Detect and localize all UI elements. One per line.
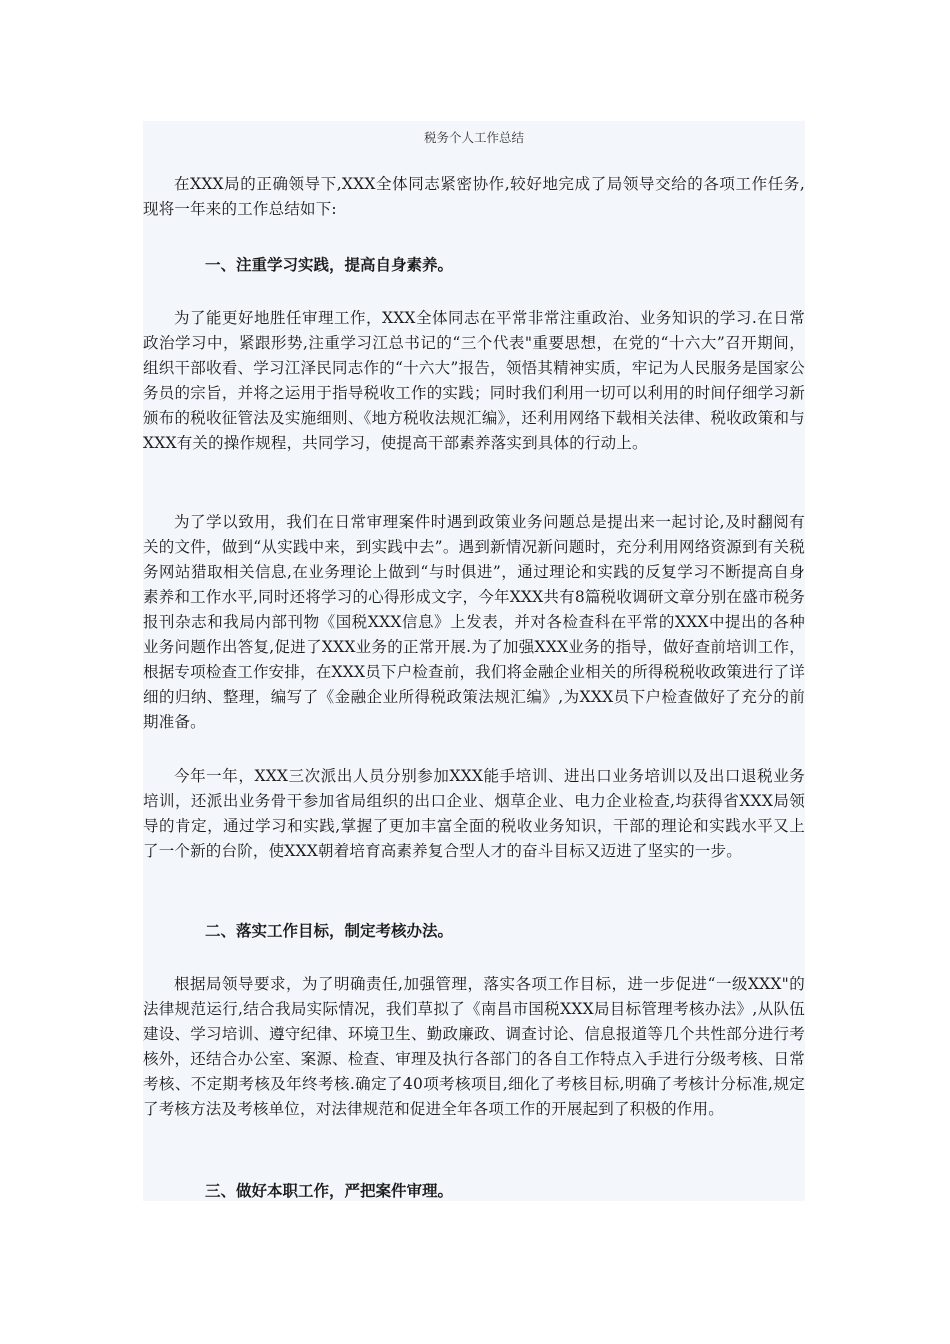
section-3-heading: 三、做好本职工作，严把案件审理。 xyxy=(205,1181,454,1200)
section-1-heading: 一、注重学习实践，提高自身素养。 xyxy=(205,255,454,274)
section-2-paragraph-1: 根据局领导要求，为了明确责任,加强管理，落实各项工作目标，进一步促进“一级XXX"的法律规范运行,结合我局实际情况，我们草拟了《南昌市国税XXX局目标管理考核办法》,从队伍建设、学习培训、遵守纪律、环境卫生、勤政廉政、调查讨论、信息报道等几个共性部分进行考核外，还结合办公室、案源、检查、审理及执行各部门的各自工作特点入手进行分级考核、日常考核、不定期考核及年终考核.确定了40项考核项目,细化了考核目标,明确了考核计分标准,规定了考核方法及考核单位，对法律规范和促进全年各项工作的开展起到了积极的作用。 xyxy=(143,975,805,1118)
section-1-paragraph-2: 为了学以致用，我们在日常审理案件时遇到政策业务问题总是提出来一起讨论,及时翻阅有关的文件，做到“从实践中来，到实践中去”。遇到新情况新问题时，充分利用网络资源到有关税务网站猎取相关信息,在业务理论上做到“与时俱进”，通过理论和实践的反复学习不断提高自身素养和工作水平,同时还将学习的心得形成文字，今年XXX共有8篇税收调研文章分别在盛市税务报刊杂志和我局内部刊物《国税XXX信息》上发表，并对各检查科在平常的XXX中提出的各种业务问题作出答复,促进了XXX业务的正常开展.为了加强XXX业务的指导，做好查前培训工作，根据专项检查工作安排，在XXX员下户检查前，我们将金融企业相关的所得税税收政策进行了详细的归纳、整理，编写了《金融企业所得税政策法规汇编》,为XXX员下户检查做好了充分的前期准备。 xyxy=(143,513,805,731)
section-2-heading: 二、落实工作目标，制定考核办法。 xyxy=(205,921,454,940)
document-title: 税务个人工作总结 xyxy=(423,130,524,145)
section-1-paragraph-3: 今年一年，XXX三次派出人员分别参加XXX能手培训、进出口业务培训以及出口退税业务培训，还派出业务骨干参加省局组织的出口企业、烟草企业、电力企业检查,均获得省XXX局领导的肯定，通过学习和实践,掌握了更加丰富全面的税收业务知识，干部的理论和实践水平又上了一个新的台阶，使XXX朝着培育高素养复合型人才的奋斗目标又迈进了坚实的一步。 xyxy=(143,767,805,860)
section-1-paragraph-1: 为了能更好地胜任审理工作，XXX全体同志在平常非常注重政治、业务知识的学习.在日常政治学习中，紧跟形势,注重学习江总书记的“三个代表"重要思想，在党的“十六大”召开期间，组织干部收看、学习江泽民同志作的“十六大”报告，领悟其精神实质，牢记为人民服务是国家公务员的宗旨，并将之运用于指导税收工作的实践；同时我们利用一切可以利用的时间仔细学习新颁布的税收征管法及实施细则、《地方税收法规汇编》，还利用网络下载相关法律、税收政策和与XXX有关的操作规程，共同学习，使提高干部素养落实到具体的行动上。 xyxy=(143,309,805,452)
document-body xyxy=(143,121,805,1201)
intro-paragraph: 在XXX局的正确领导下,XXX全体同志紧密协作,较好地完成了局领导交给的各项工作任务,现将一年来的工作总结如下: xyxy=(143,175,805,218)
